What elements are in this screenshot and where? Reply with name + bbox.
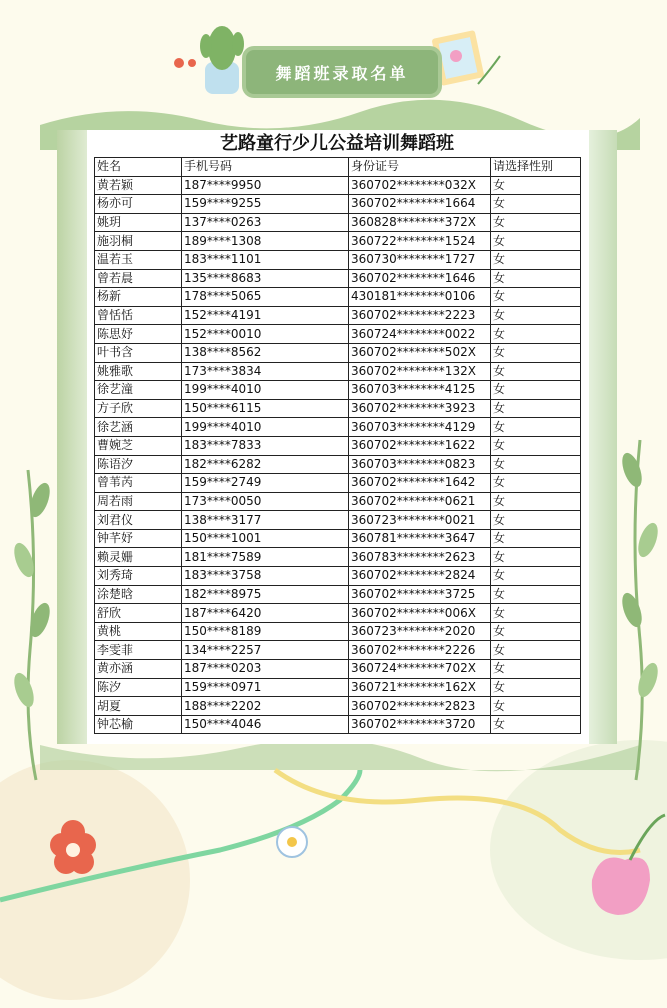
cell-name: 徐艺涵 (95, 418, 182, 437)
cell-name: 黄亦涵 (95, 660, 182, 679)
cell-gender: 女 (491, 511, 581, 530)
cell-id-number: 360702********2226 (349, 641, 491, 660)
cell-id-number: 360702********2223 (349, 306, 491, 325)
cell-gender: 女 (491, 325, 581, 344)
cell-id-number: 360724********702X (349, 660, 491, 679)
cell-name: 涂楚晗 (95, 585, 182, 604)
enrollment-list-banner (246, 50, 438, 94)
cell-phone: 138****8562 (182, 343, 349, 362)
sheet-shading-left (57, 130, 87, 744)
cell-gender: 女 (491, 474, 581, 493)
cell-gender: 女 (491, 715, 581, 734)
cell-gender: 女 (491, 567, 581, 586)
cell-phone: 135****8683 (182, 269, 349, 288)
cell-name: 陈思妤 (95, 325, 182, 344)
cell-id-number: 360702********3725 (349, 585, 491, 604)
cell-id-number: 430181********0106 (349, 288, 491, 307)
table-row (95, 529, 581, 548)
cell-phone: 173****0050 (182, 492, 349, 511)
cell-id-number: 360702********3923 (349, 399, 491, 418)
table-row (95, 232, 581, 251)
small-red-flowers-icon (174, 58, 196, 68)
cell-gender: 女 (491, 678, 581, 697)
cell-id-number: 360828********372X (349, 213, 491, 232)
table-row (95, 399, 581, 418)
cell-gender: 女 (491, 455, 581, 474)
cell-name: 周若雨 (95, 492, 182, 511)
cell-name: 方子欣 (95, 399, 182, 418)
cell-id-number: 360702********006X (349, 604, 491, 623)
cell-name: 叶书含 (95, 343, 182, 362)
cell-id-number: 360723********2020 (349, 622, 491, 641)
header-gender: 请选择性别 (491, 158, 581, 177)
cell-phone: 159****9255 (182, 195, 349, 214)
cell-id-number: 360702********032X (349, 176, 491, 195)
cell-name: 施羽桐 (95, 232, 182, 251)
cell-phone: 182****8975 (182, 585, 349, 604)
cell-gender: 女 (491, 641, 581, 660)
cell-name: 黄若颖 (95, 176, 182, 195)
cell-phone: 150****1001 (182, 529, 349, 548)
cell-gender: 女 (491, 604, 581, 623)
table-row (95, 604, 581, 623)
enrollment-table (94, 157, 581, 734)
cell-gender: 女 (491, 306, 581, 325)
cell-phone: 183****7833 (182, 436, 349, 455)
cell-name: 钟芯榆 (95, 715, 182, 734)
cell-phone: 134****2257 (182, 641, 349, 660)
header-phone: 手机号码 (182, 158, 349, 177)
cell-id-number: 360702********1642 (349, 474, 491, 493)
table-row (95, 548, 581, 567)
header-id-number: 身份证号 (349, 158, 491, 177)
table-row (95, 678, 581, 697)
header-name: 姓名 (95, 158, 182, 177)
cell-name: 钟芊妤 (95, 529, 182, 548)
cell-name: 陈汐 (95, 678, 182, 697)
cell-phone: 199****4010 (182, 418, 349, 437)
cell-name: 刘秀琦 (95, 567, 182, 586)
cell-id-number: 360703********4129 (349, 418, 491, 437)
cell-gender: 女 (491, 213, 581, 232)
cell-id-number: 360702********3720 (349, 715, 491, 734)
cell-name: 姚玥 (95, 213, 182, 232)
cell-phone: 183****3758 (182, 567, 349, 586)
cell-name: 杨亦可 (95, 195, 182, 214)
cell-name: 陈语汐 (95, 455, 182, 474)
table-row (95, 697, 581, 716)
vine-leaf (10, 670, 37, 709)
table-row (95, 418, 581, 437)
cell-gender: 女 (491, 399, 581, 418)
table-body (95, 176, 581, 734)
cell-id-number: 360783********2623 (349, 548, 491, 567)
cell-gender: 女 (491, 436, 581, 455)
table-row (95, 511, 581, 530)
cell-phone: 183****1101 (182, 250, 349, 269)
cell-name: 徐艺潼 (95, 381, 182, 400)
banner-label: 舞蹈班录取名单 (275, 63, 409, 83)
table-row (95, 269, 581, 288)
cell-id-number: 360702********1664 (349, 195, 491, 214)
cell-gender: 女 (491, 548, 581, 567)
table-row (95, 343, 581, 362)
cell-phone: 187****9950 (182, 176, 349, 195)
cell-phone: 159****0971 (182, 678, 349, 697)
table-row (95, 455, 581, 474)
cell-id-number: 360724********0022 (349, 325, 491, 344)
table-row (95, 492, 581, 511)
cell-name: 李雯菲 (95, 641, 182, 660)
cell-id-number: 360702********1622 (349, 436, 491, 455)
table-row (95, 362, 581, 381)
cell-gender: 女 (491, 288, 581, 307)
vine-leaf (618, 590, 645, 629)
cell-phone: 178****5065 (182, 288, 349, 307)
vine-leaf (634, 660, 661, 699)
cell-gender: 女 (491, 232, 581, 251)
cell-id-number: 360702********2824 (349, 567, 491, 586)
cell-name: 曾苇芮 (95, 474, 182, 493)
texture-blob-left (0, 760, 190, 1000)
cell-phone: 189****1308 (182, 232, 349, 251)
cell-gender: 女 (491, 492, 581, 511)
cell-phone: 188****2202 (182, 697, 349, 716)
cell-gender: 女 (491, 195, 581, 214)
cell-phone: 138****3177 (182, 511, 349, 530)
table-row (95, 567, 581, 586)
cell-gender: 女 (491, 381, 581, 400)
cell-phone: 150****4046 (182, 715, 349, 734)
cell-name: 舒欣 (95, 604, 182, 623)
cell-gender: 女 (491, 418, 581, 437)
cell-name: 赖灵姗 (95, 548, 182, 567)
cell-name: 刘君仪 (95, 511, 182, 530)
cell-gender: 女 (491, 660, 581, 679)
cell-phone: 199****4010 (182, 381, 349, 400)
cell-id-number: 360730********1727 (349, 250, 491, 269)
table-row (95, 641, 581, 660)
table-row (95, 474, 581, 493)
cell-name: 姚雅歌 (95, 362, 182, 381)
table-row (95, 288, 581, 307)
table-row (95, 306, 581, 325)
cell-gender: 女 (491, 343, 581, 362)
table-row (95, 325, 581, 344)
cell-id-number: 360721********162X (349, 678, 491, 697)
table-header-row (95, 158, 581, 177)
cell-phone: 150****6115 (182, 399, 349, 418)
cell-id-number: 360703********0823 (349, 455, 491, 474)
cell-gender: 女 (491, 362, 581, 381)
cell-id-number: 360702********0621 (349, 492, 491, 511)
cell-gender: 女 (491, 697, 581, 716)
cell-gender: 女 (491, 585, 581, 604)
table-row (95, 715, 581, 734)
table-row (95, 176, 581, 195)
cell-phone: 182****6282 (182, 455, 349, 474)
cell-name: 温若玉 (95, 250, 182, 269)
cell-name: 曹婉芝 (95, 436, 182, 455)
vine-leaf (634, 520, 661, 559)
cell-phone: 152****0010 (182, 325, 349, 344)
cell-gender: 女 (491, 176, 581, 195)
texture-blob-right (490, 740, 667, 960)
cell-name: 杨新 (95, 288, 182, 307)
cell-name: 胡夏 (95, 697, 182, 716)
cell-phone: 150****8189 (182, 622, 349, 641)
cell-phone: 187****0203 (182, 660, 349, 679)
cell-gender: 女 (491, 269, 581, 288)
cell-name: 曾恬恬 (95, 306, 182, 325)
picture-frame-icon (431, 30, 500, 86)
cell-name: 曾若晨 (95, 269, 182, 288)
cell-id-number: 360702********132X (349, 362, 491, 381)
table-row (95, 622, 581, 641)
document-title: 艺路童行少儿公益培训舞蹈班 (220, 133, 454, 154)
cell-phone: 137****0263 (182, 213, 349, 232)
table-row (95, 213, 581, 232)
cell-gender: 女 (491, 529, 581, 548)
cell-id-number: 360781********3647 (349, 529, 491, 548)
table-row (95, 585, 581, 604)
white-daisy-icon (277, 827, 307, 857)
cell-phone: 159****2749 (182, 474, 349, 493)
sheet-shading-right (589, 130, 617, 744)
cell-phone: 187****6420 (182, 604, 349, 623)
cell-id-number: 360702********502X (349, 343, 491, 362)
table-row (95, 250, 581, 269)
cell-phone: 173****3834 (182, 362, 349, 381)
cell-gender: 女 (491, 250, 581, 269)
cell-id-number: 360702********2823 (349, 697, 491, 716)
enrollment-document (94, 131, 580, 734)
cell-phone: 152****4191 (182, 306, 349, 325)
cell-name: 黄桃 (95, 622, 182, 641)
vine-leaf (618, 450, 645, 489)
cell-id-number: 360722********1524 (349, 232, 491, 251)
cell-id-number: 360703********4125 (349, 381, 491, 400)
table-row (95, 195, 581, 214)
cactus-pot-icon (200, 26, 244, 94)
cell-gender: 女 (491, 622, 581, 641)
table-row (95, 436, 581, 455)
table-row (95, 660, 581, 679)
cell-phone: 181****7589 (182, 548, 349, 567)
table-row (95, 381, 581, 400)
cell-id-number: 360702********1646 (349, 269, 491, 288)
cell-id-number: 360723********0021 (349, 511, 491, 530)
